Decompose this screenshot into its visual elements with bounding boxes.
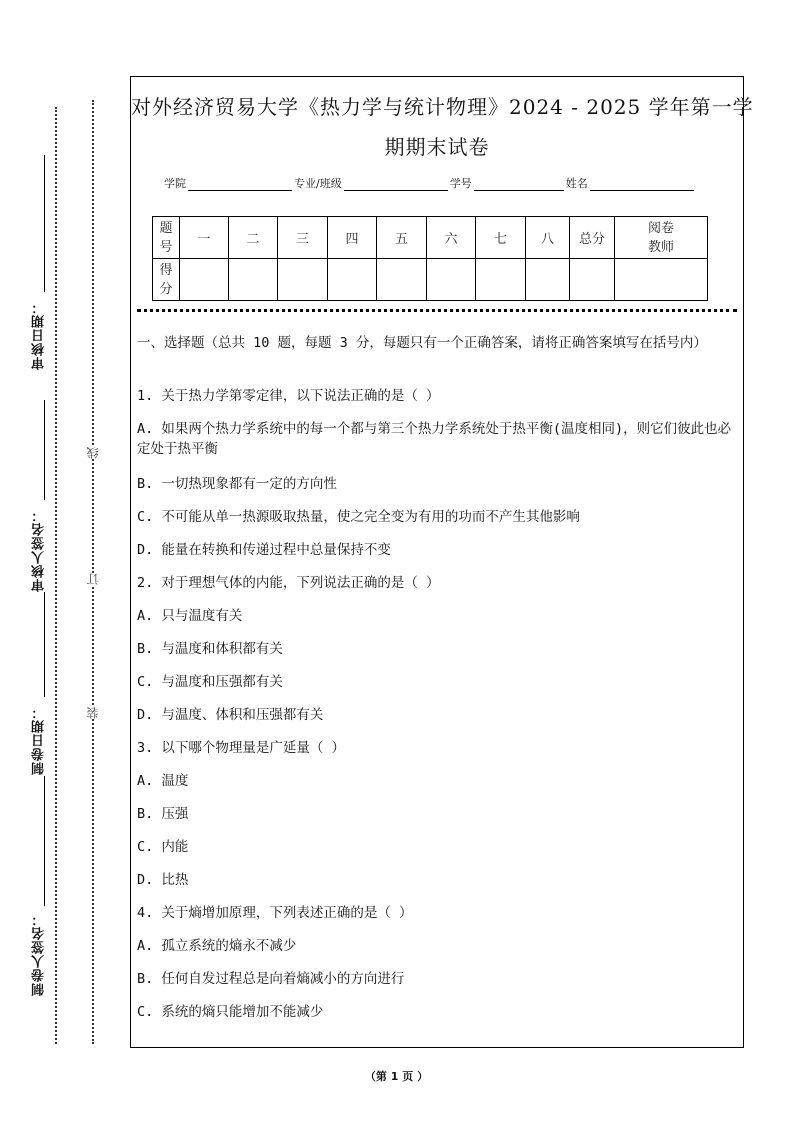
row-header-score: 得 分 <box>153 259 180 301</box>
paper-maker-signature-label: 制卷人签名： <box>32 912 47 996</box>
paper-date-label: 制卷日期： <box>32 705 47 775</box>
column-header-2: 二 <box>229 217 278 259</box>
question-1-option-a[interactable]: A. 如果两个热力学系统中的每一个都与第三个热力学系统处于热平衡(温度相同)，则它们彼此也必定处于热平衡 <box>137 421 732 457</box>
binding-dotted-line-inner <box>55 107 57 1044</box>
question-1-option-d[interactable]: D. 能量在转换和传递过程中总量保持不变 <box>137 542 391 558</box>
review-date-line <box>44 155 45 292</box>
exam-title-line1: 对外经济贸易大学《热力学与统计物理》2024 - 2025 学年第一学 <box>131 95 754 119</box>
page-number: （第 1 页 ） <box>364 1070 429 1083</box>
column-header-1: 一 <box>180 217 229 259</box>
question-3-option-b[interactable]: B. 压强 <box>137 806 189 822</box>
paper-maker-signature-line <box>44 776 45 906</box>
question-3-option-d[interactable]: D. 比热 <box>137 872 189 888</box>
question-2-option-a[interactable]: A. 只与温度有关 <box>137 608 243 624</box>
column-header-8: 八 <box>526 217 570 259</box>
cut-mark-ding: 订 <box>86 573 100 585</box>
column-header-6: 六 <box>427 217 476 259</box>
review-date-label: 审核日期： <box>32 300 47 370</box>
row-header-question: 题 号 <box>153 217 180 259</box>
field-label-college: 学院 <box>164 177 186 190</box>
reviewer-signature-line <box>44 400 45 500</box>
question-4-option-a[interactable]: A. 孤立系统的熵永不减少 <box>137 938 297 954</box>
question-2-stem: 2. 对于理想气体的内能，下列说法正确的是（ ） <box>137 575 440 591</box>
question-1-option-c[interactable]: C. 不可能从单一热源吸取热量，使之完全变为有用的功而不产生其他影响 <box>137 509 580 525</box>
column-header-4: 四 <box>328 217 377 259</box>
column-header-total: 总分 <box>570 217 615 259</box>
question-2-option-c[interactable]: C. 与温度和压强都有关 <box>137 674 283 690</box>
field-label-student-id: 学号 <box>449 177 472 190</box>
question-4-option-b[interactable]: B. 任何自发过程总是向着熵减小的方向进行 <box>137 971 405 987</box>
question-3-option-c[interactable]: C. 内能 <box>137 839 189 855</box>
question-1-option-b[interactable]: B. 一切热现象都有一定的方向性 <box>137 476 337 492</box>
question-3-option-a[interactable]: A. 温度 <box>137 773 189 789</box>
cut-mark-xian: 线 <box>86 447 100 459</box>
paper-date-line <box>44 592 45 697</box>
binding-dotted-line-outer <box>92 100 94 1044</box>
field-label-major-class: 专业/班级 <box>294 177 342 190</box>
question-1-stem: 1. 关于热力学第零定律，以下说法正确的是（ ） <box>137 388 440 404</box>
reviewer-signature-label: 审核人签名： <box>32 508 47 592</box>
column-header-3: 三 <box>278 217 328 259</box>
question-2-option-d[interactable]: D. 与温度、体积和压强都有关 <box>137 707 324 723</box>
section-multiple-choice <box>137 77 735 1047</box>
column-header-5: 五 <box>377 217 427 259</box>
cut-mark-zhuang: 装 <box>86 707 100 719</box>
question-4-stem: 4. 关于熵增加原理，下列表述正确的是（ ） <box>137 905 413 921</box>
column-header-7: 七 <box>476 217 526 259</box>
field-label-name: 姓名 <box>565 177 588 190</box>
column-header-grader: 阅卷 教师 <box>615 217 708 259</box>
section-heading: 一、选择题（总共 10 题，每题 3 分，每题只有一个正确答案，请将正确答案填写在括号内） <box>137 335 707 351</box>
question-2-option-b[interactable]: B. 与温度和体积都有关 <box>137 641 283 657</box>
question-4-option-c[interactable]: C. 系统的熵只能增加不能减少 <box>137 1004 324 1020</box>
question-3-stem: 3. 以下哪个物理量是广延量（ ） <box>137 740 346 756</box>
exam-paper-frame <box>130 76 754 1048</box>
exam-title-line2: 期期末试卷 <box>384 135 490 159</box>
